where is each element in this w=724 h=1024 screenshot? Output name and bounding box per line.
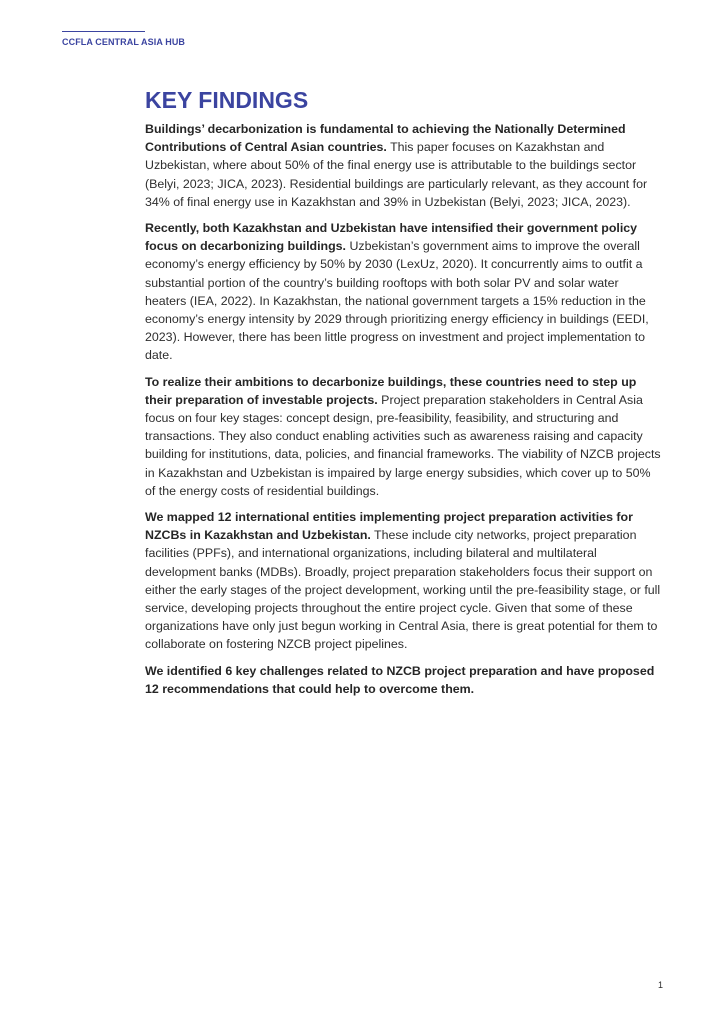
paragraph-body: Uzbekistan’s government aims to improve the overall economy’s energy efficiency by 50% by 2030 (LexUz, 2020). It concurrently aims to outfit a substantial portion of the country’s building rooftops with both solar PV and solar water heaters (IEA, 2022). In Kazakhstan, the national government targets a 15% reduction in the economy’s energy intensity by 2029 through prioritizing energy efficiency in buildings (EEDI, 2023). However, there has been little progress on investment and project implementation to date. [145, 239, 649, 363]
paragraph-challenges [145, 662, 661, 698]
paragraph-investable-projects [145, 373, 661, 500]
paragraph-entities [145, 508, 661, 654]
header-rule [62, 31, 145, 32]
header-org-label: CCFLA CENTRAL ASIA HUB [62, 37, 186, 47]
page-number: 1 [657, 980, 663, 990]
paragraph-ndc [145, 120, 661, 211]
paragraph-body: This paper focuses on Kazakhstan and Uzbekistan, where about 50% of the final energy use is attributable to the buildings sector (Belyi, 2023; JICA, 2023). Residential buildings are particularly relevant, as they account for 34% of final energy use in Kazakhstan and 39% in Uzbekistan (Belyi, 2023; JICA, 2023). [145, 140, 648, 209]
paragraph-lead: Recently, both Kazakhstan and Uzbekistan have intensified their government policy focus on decarbonizing buildings. [145, 221, 638, 254]
main-content [145, 86, 661, 706]
paragraph-lead: To realize their ambitions to decarbonize buildings, these countries need to step up their preparation of investable projects. [145, 374, 637, 407]
paragraph-lead: We mapped 12 international entities implementing project preparation activities for NZCBs in Kazakhstan and Uzbekistan. [145, 510, 633, 543]
paragraph-lead: Buildings’ decarbonization is fundamental to achieving the Nationally Determined Contributions of Central Asian countries. [145, 122, 626, 155]
paragraph-body: These include city networks, project preparation facilities (PPFs), and international organizations, including bilateral and multilateral development banks (MDBs). Broadly, project preparation stakeholders focus their support on either the early stages of the project development, working until the pre-feasibility stage, or full service, developing projects throughout the entire project cycle. Given that some of these organizations have only just begun working in Central Asia, there is great potential for them to collaborate on fostering NZCB project pipelines. [145, 528, 661, 652]
page-title: KEY FINDINGS [145, 87, 309, 113]
paragraph-body: Project preparation stakeholders in Central Asia focus on four key stages: concept design, pre-feasibility, feasibility, and structuring and transactions. They also conduct enabling activities such as awareness raising and capacity building for institutions, data, policies, and financial frameworks. The viability of NZCB projects in Kazakhstan and Uzbekistan is impaired by large energy subsidies, which cover up to 50% of the energy costs of residential buildings. [145, 392, 661, 498]
paragraph-lead: We identified 6 key challenges related to NZCB project preparation and have proposed 12 recommendations that could help to overcome them. [145, 663, 655, 696]
paragraph-policy [145, 219, 661, 365]
